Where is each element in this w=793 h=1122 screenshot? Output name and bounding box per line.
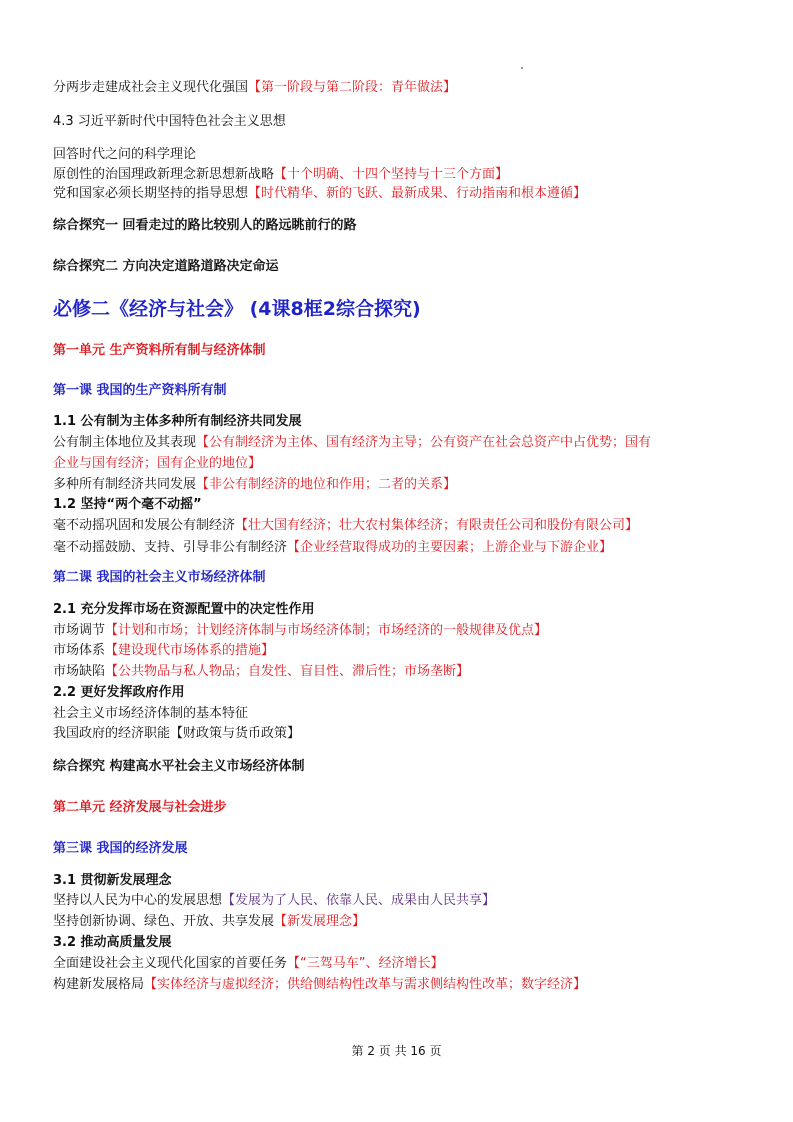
section-heading: 1.1 公有制为主体多种所有制经济共同发展 (53, 414, 302, 429)
section-heading: 3.1 贯彻新发展理念 (53, 873, 172, 888)
section-heading: 2.1 充分发挥市场在资源配置中的决定性作用 (53, 602, 315, 617)
text-line: 回答时代之问的科学理论 (53, 147, 197, 162)
unit-heading: 第二单元 经济发展与社会进步 (53, 800, 227, 815)
section-heading: 1.2 坚持“两个毫不动摇” (53, 497, 202, 512)
text-line: 原创性的治国理政新理念新思想新战略【十个明确、十四个坚持与十三个方面】 (53, 167, 509, 182)
unit-heading: 第一单元 生产资料所有制与经济体制 (53, 343, 266, 358)
text-line: 构建新发展格局【实体经济与虚拟经济；供给侧结构性改革与需求侧结构性改革；数字经济】 (53, 977, 587, 992)
lesson-heading: 第一课 我国的生产资料所有制 (53, 383, 227, 398)
text-line: 毫不动摇鼓励、支持、引导非公有制经济【企业经营取得成功的主要因素；上游企业与下游企业】 (53, 540, 613, 555)
page-footer: 第 2 页 共 16 页 (351, 1044, 442, 1058)
text-line: 分两步走建成社会主义现代化强国【第一阶段与第二阶段：青年做法】 (53, 80, 457, 95)
lesson-heading: 第二课 我国的社会主义市场经济体制 (53, 570, 266, 585)
text-line: 企业与国有经济；国有企业的地位】 (53, 456, 262, 471)
text-line: 市场体系【建设现代市场体系的措施】 (53, 643, 275, 658)
text-line: 毫不动摇巩固和发展公有制经济【壮大国有经济；壮大农村集体经济；有限责任公司和股份有限公司】 (53, 518, 639, 533)
section-heading: 3.2 推动高质量发展 (53, 935, 172, 950)
section-heading: 2.2 更好发挥政府作用 (53, 685, 185, 700)
lesson-heading: 第三课 我国的经济发展 (53, 841, 188, 856)
text-line: 坚持创新协调、绿色、开放、共享发展【新发展理念】 (53, 914, 366, 929)
section-heading: 4.3 习近平新时代中国特色社会主义思想 (53, 114, 286, 129)
inquiry-heading: 综合探究一 回看走过的路比较别人的路远眺前行的路 (53, 218, 357, 233)
text-line: 市场缺陷【公共物品与私人物品；自发性、盲目性、滞后性；市场垄断】 (53, 664, 470, 679)
inquiry-heading: 综合探究 构建高水平社会主义市场经济体制 (53, 759, 305, 774)
text-line: 坚持以人民为中心的发展思想【发展为了人民、依靠人民、成果由人民共享】 (53, 893, 496, 908)
text-line: 党和国家必须长期坚持的指导思想【时代精华、新的飞跃、最新成果、行动指南和根本遵循】 (53, 186, 587, 201)
text-line: 我国政府的经济职能【财政策与货币政策】 (53, 726, 301, 741)
speck-mark (521, 67, 523, 69)
text-line: 多种所有制经济共同发展【非公有制经济的地位和作用；二者的关系】 (53, 477, 457, 492)
text-line: 公有制主体地位及其表现【公有制经济为主体、国有经济为主导；公有资产在社会总资产中占优势；国有 (53, 435, 652, 450)
course-title: 必修二《经济与社会》 (4课8框2综合探究) (53, 298, 421, 320)
inquiry-heading: 综合探究二 方向决定道路道路决定命运 (53, 259, 279, 274)
text-line: 社会主义市场经济体制的基本特征 (53, 706, 249, 721)
text-line: 全面建设社会主义现代化国家的首要任务【“三驾马车”、经济增长】 (53, 956, 444, 971)
text-line: 市场调节【计划和市场；计划经济体制与市场经济体制；市场经济的一般规律及优点】 (53, 623, 548, 638)
